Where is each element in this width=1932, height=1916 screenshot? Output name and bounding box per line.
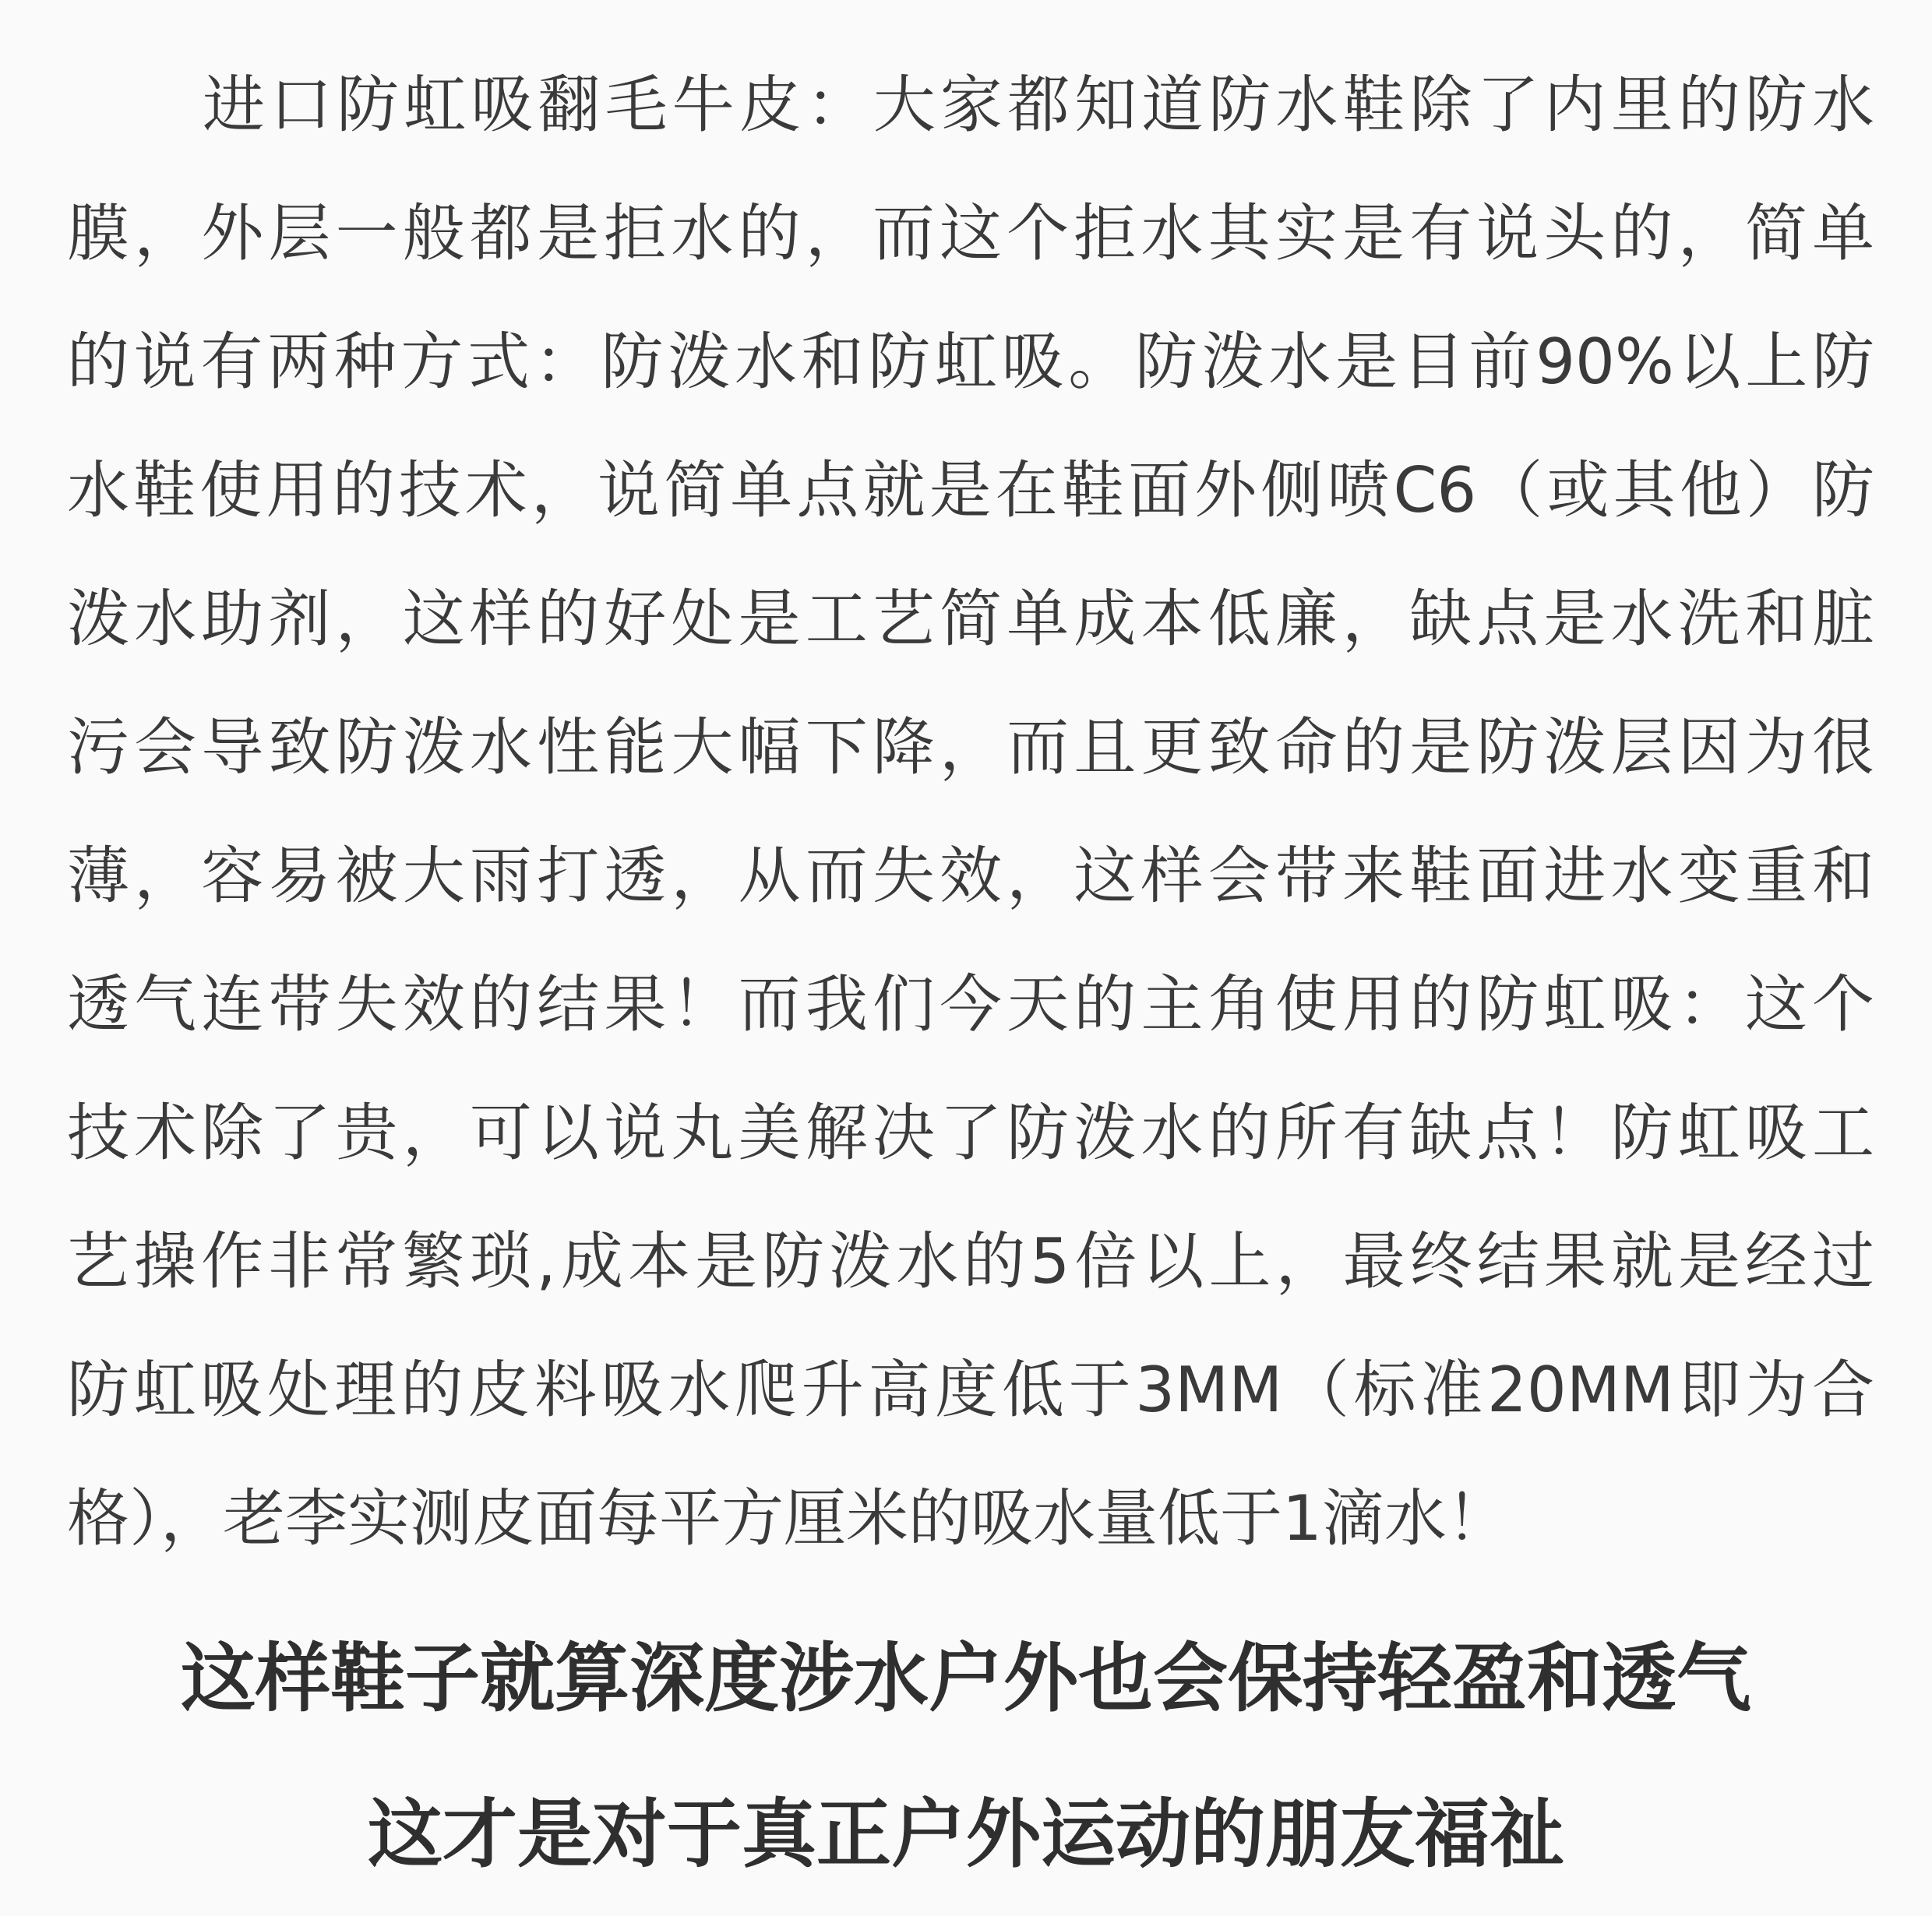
paragraph-line: 泼水助剂，这样的好处是工艺简单成本低廉，缺点是水洗和脏 <box>67 583 1874 655</box>
callout-heading: 这才是对于真正户外运动的朋友福祉 <box>368 1791 1564 1878</box>
paragraph-line: 薄，容易被大雨打透，从而失效，这样会带来鞋面进水变重和 <box>67 840 1874 912</box>
paragraph-line: 膜，外层一般都是拒水的，而这个拒水其实是有说头的，简单 <box>67 197 1874 269</box>
paragraph-line: 透气连带失效的结果！而我们今天的主角使用的防虹吸：这个 <box>67 968 1874 1041</box>
paragraph-line: 防虹吸处理的皮料吸水爬升高度低于3MM（标准20MM即为合 <box>67 1354 1874 1426</box>
paragraph-line: 技术除了贵，可以说丸美解决了防泼水的所有缺点！防虹吸工 <box>67 1097 1874 1169</box>
paragraph-line: 艺操作非常繁琐,成本是防泼水的5倍以上，最终结果就是经过 <box>67 1225 1874 1298</box>
paragraph-line: 的说有两种方式：防泼水和防虹吸。防泼水是目前90%以上防 <box>67 326 1874 398</box>
callout-heading: 这样鞋子就算深度涉水户外也会保持轻盈和透气 <box>181 1635 1751 1722</box>
article-paragraph <box>67 41 1874 1583</box>
paragraph-line: 进口防虹吸翻毛牛皮：大家都知道防水鞋除了内里的防水 <box>203 69 1874 141</box>
paragraph-line: 污会导致防泼水性能大幅下降，而且更致命的是防泼层因为很 <box>67 711 1874 784</box>
paragraph-line: 格），老李实测皮面每平方厘米的吸水量低于1滴水！ <box>67 1482 1509 1555</box>
paragraph-line: 水鞋使用的技术，说简单点就是在鞋面外侧喷C6（或其他）防 <box>67 454 1874 527</box>
